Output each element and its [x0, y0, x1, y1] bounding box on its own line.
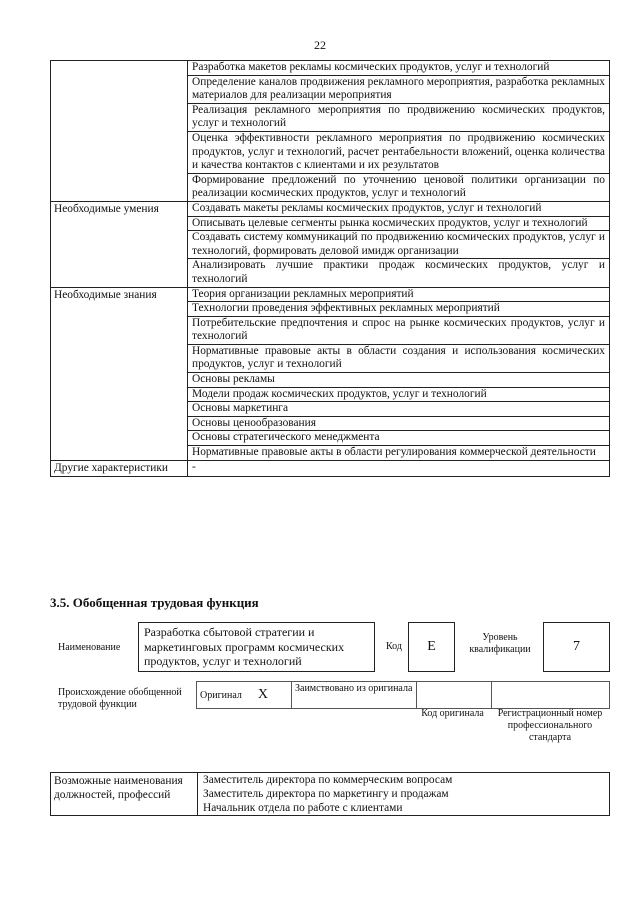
row-value: Реализация рекламного мероприятия по продвижению космических продуктов, услуг и технологий [188, 103, 610, 131]
position-item: Заместитель директора по маркетингу и продажам [203, 788, 449, 800]
row-label: Другие характеристики [51, 460, 188, 477]
code-original-cell [417, 682, 492, 709]
row-value: Модели продаж космических продуктов, услуг и технологий [188, 387, 610, 402]
work-function-table [50, 60, 610, 477]
table-row [51, 61, 610, 76]
table-row [51, 460, 610, 477]
original-label: Оригинал [200, 690, 242, 701]
row-value: Нормативные правовые акты в области создания и использования космических продуктов, услуг и технологий [188, 344, 610, 372]
function-name-value: Разработка сбытовой стратегии и маркетинговых программ космических продуктов, услуг и технологий [138, 622, 375, 672]
qualification-level-value: 7 [543, 622, 610, 672]
row-value: Анализировать лучшие практики продаж космических продуктов, услуг и технологий [188, 259, 610, 287]
row-value: - [188, 460, 610, 477]
row-value: Описывать целевые сегменты рынка космических продуктов, услуг и технологий [188, 216, 610, 231]
row-label: Необходимые умения [51, 201, 188, 287]
positions-label: Возможные наименования должностей, профессий [51, 773, 198, 816]
position-item: Начальник отдела по работе с клиентами [203, 802, 403, 814]
row-value: Технологии проведения эффективных рекламных мероприятий [188, 302, 610, 317]
positions-table [50, 772, 610, 816]
origin-table [196, 681, 610, 709]
original-cell [197, 682, 292, 709]
reg-number-cell [492, 682, 610, 709]
row-value: Потребительские предпочтения и спрос на рынке космических продуктов, услуг и технологий [188, 316, 610, 344]
code-original-caption: Код оригинала [421, 708, 484, 719]
origin-label: Происхождение обобщенной трудовой функции [58, 687, 182, 710]
row-value: Определение каналов продвижения рекламного мероприятия, разработка рекламных материалов для реализации мероприятия [188, 75, 610, 103]
code-label: Код [386, 641, 402, 652]
row-value: Создавать макеты рекламы космических продуктов, услуг и технологий [188, 201, 610, 216]
page-number: 22 [314, 38, 326, 52]
borrowed-label: Заимствовано из оригинала [295, 683, 413, 694]
qualification-level-label: Уровень квалификации [469, 632, 531, 655]
row-value: Разработка макетов рекламы космических продуктов, услуг и технологий [188, 61, 610, 76]
row-label [51, 61, 188, 202]
positions-list [198, 773, 610, 816]
reg-number-caption: Регистрационный номер профессионального стандарта [497, 708, 603, 743]
row-value: Формирование предложений по уточнению ценовой политики организации по реализации космических продуктов, услуг и технологий [188, 173, 610, 201]
row-value: Основы рекламы [188, 373, 610, 388]
code-value: E [408, 622, 455, 672]
row-value: Основы стратегического менеджмента [188, 431, 610, 446]
name-label: Наименование [58, 642, 121, 653]
position-item: Заместитель директора по коммерческим вопросам [203, 774, 453, 786]
row-value: Основы маркетинга [188, 402, 610, 417]
original-mark: X [257, 687, 269, 702]
row-value: Основы ценообразования [188, 416, 610, 431]
row-value: Оценка эффективности рекламного мероприятия по продвижению космических продуктов, услуг и технологий, расчет рентабельности вложений, оценка количества и качества контактов с клиентами и их результатов [188, 131, 610, 173]
borrowed-cell [292, 682, 417, 709]
table-row [51, 287, 610, 302]
row-value: Создавать систему коммуникаций по продвижению космических продуктов, услуг и технологий, формировать деловой имидж организации [188, 231, 610, 259]
table-row [51, 201, 610, 216]
row-value: Теория организации рекламных мероприятий [188, 287, 610, 302]
section-title: 3.5. Обобщенная трудовая функция [50, 595, 259, 610]
row-value: Нормативные правовые акты в области регулирования коммерческой деятельности [188, 446, 610, 461]
row-label: Необходимые знания [51, 287, 188, 460]
